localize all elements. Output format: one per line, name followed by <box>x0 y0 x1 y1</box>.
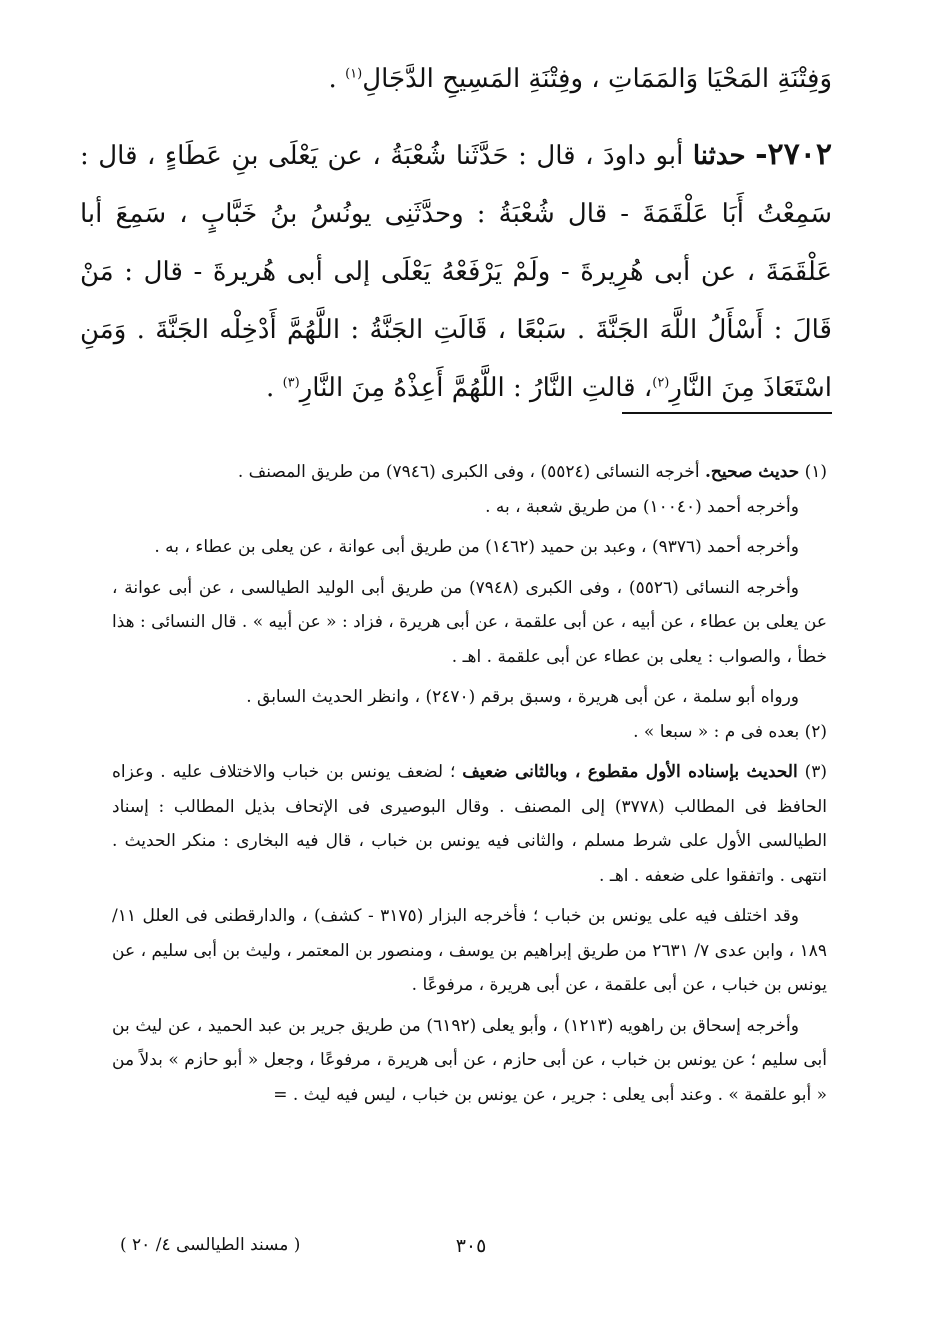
footnote-ref-2: (٢) <box>652 375 670 391</box>
hadith-number: ٢٧٠٢- <box>755 137 832 172</box>
hadith-text-a: أبو داودَ ، قال : حَدَّثَنا شُعْبَةُ ، عن يَعْلَى بنِ عَطَاءٍ ، قال : سَمِعْتُ أَبَا عَلْقَمَةَ - قال شُعْبَةُ : وحدَّثَنِى يونُسُ بنُ خَبَّابٍ ، سَمِعَ أبا عَلْقَمَةَ ، عن أبى هُرِيرةَ - ولَمْ يَرْفَعْهُ يَعْلَى إلى أبى هُريرةَ - قال : مَنْ قَالَ : أَسْأَلُ اللَّهَ الجَنَّةَ . سَبْعًا ، قَالَتِ الجَنَّةُ : اللَّهُمَّ أَدْخِلْه الجَنَّةَ . وَمَنِ اسْتَعَاذَ مِنَ النَّارِ <box>80 141 832 403</box>
footnote-1-p4: وأخرجه النسائى (٥٥٢٦) ، وفى الكبرى (٧٩٤٨) من طريق أبى الوليد الطيالسى ، عن أبى عوانة ، عن يعلى بن عطاء ، عن أبيه ، عن أبى علقمة ، عن أبى هريرة ، فزاد : « عن أبيه » . قال النسائى : هذا خطأ ، والصواب : يعلى بن عطاء عن أبى علقمة . اهـ . <box>112 577 827 667</box>
page-number: ٣٠٥ <box>455 1235 487 1257</box>
footnote-1-label: (١) <box>804 462 827 482</box>
footnote-3-p3: وأخرجه إسحاق بن راهويه (١٢١٣) ، وأبو يعلى (٦١٩٢) من طريق جرير بن عبد الحميد ، عن ليث بن أبى سليم ؛ عن يونس بن خباب ، عن أبى حازم ، عن أبى هريرة ، مرفوعًا ، وجعل « أبو حازم » بدلاً من « أبو علقمة » . وعند أبى يعلى : جرير ، عن يونس بن خباب ، ليس فيه ليث . = <box>112 1015 827 1105</box>
footnote-1-grade: حديث صحيح. <box>704 462 800 482</box>
haddathana-word: حدثنا <box>692 141 746 171</box>
footnote-ref-3: (٣) <box>282 375 300 391</box>
footnotes <box>112 455 827 1112</box>
footnote-3-label: (٣) <box>804 762 827 782</box>
page-footer <box>120 1235 822 1265</box>
footnote-3 <box>112 755 827 893</box>
footnote-ref-1: (١) <box>345 66 363 82</box>
hadith-paragraph <box>80 126 832 417</box>
footnote-divider <box>622 412 832 414</box>
footnote-1-p2: وأخرجه أحمد (١٠٠٤٠) من طريق شعبة ، به . <box>485 496 799 517</box>
hadith-text-end: . <box>266 373 283 403</box>
footnote-3-text: ؛ لضعف يونس بن خباب والاختلاف عليه . وعزاه الحافظ فى المطالب (٣٧٧٨) إلى المصنف . وقال البوصيرى فى الإتحاف بذيل المطالب : إسناد الطيالسى الأول على شرط مسلم ، والثانى فيه يونس بن خباب ، قال فيه البخارى : منكر الحديث . انتهى . واتفقوا على ضعفه . اهـ . <box>112 762 827 886</box>
main-line-1-text: وَفِتْنَةِ المَحْيَا وَالمَمَاتِ ، وفِتْنَةِ المَسِيحِ الدَّجَالِ <box>362 64 832 94</box>
footnote-1-p3: وأخرجه أحمد (٩٣٧٦) ، وعبد بن حميد (١٤٦٢) من طريق أبى عوانة ، عن يعلى بن عطاء ، به . <box>154 537 799 557</box>
footnote-3-grade: الحديث بإسناده الأول مقطوع ، وبالثانى ضعيف <box>462 762 798 782</box>
footnote-3-p2: وقد اختلف فيه على يونس بن خباب ؛ فأخرجه البزار (٣١٧٥ - كشف) ، والدارقطنى فى العلل ١١/ ١٨٩ ، وابن عدى ٧/ ٢٦٣١ من طريق إبراهيم بن يوسف ، ومنصور بن المعتمر ، وليث بن أبى سليم ، عن يونس بن خباب ، عن أبى علقمة ، عن أبى هريرة ، مرفوعًا . <box>112 906 827 995</box>
footnote-1-p5: ورواه أبو سلمة ، عن أبى هريرة ، وسبق برقم (٢٤٧٠) ، وانظر الحديث السابق . <box>246 687 799 707</box>
footnote-1-text: أخرجه النسائى (٥٥٢٤) ، وفى الكبرى (٧٩٤٦) من طريق المصنف . <box>237 462 705 482</box>
main-line-1-end: . <box>328 64 346 94</box>
main-line-1 <box>80 50 832 108</box>
main-text <box>80 50 832 417</box>
hadith-text-b: ، قالتِ النَّارُ : اللَّهُمَّ أَعِذْهُ مِنَ النَّارِ <box>299 373 653 403</box>
book-reference: ( مسند الطيالسى ٤/ ٢٠ ) <box>120 1235 301 1255</box>
footnote-1 <box>112 455 827 490</box>
footnote-2: (٢) بعده فى م : « سبعا » . <box>633 721 827 742</box>
